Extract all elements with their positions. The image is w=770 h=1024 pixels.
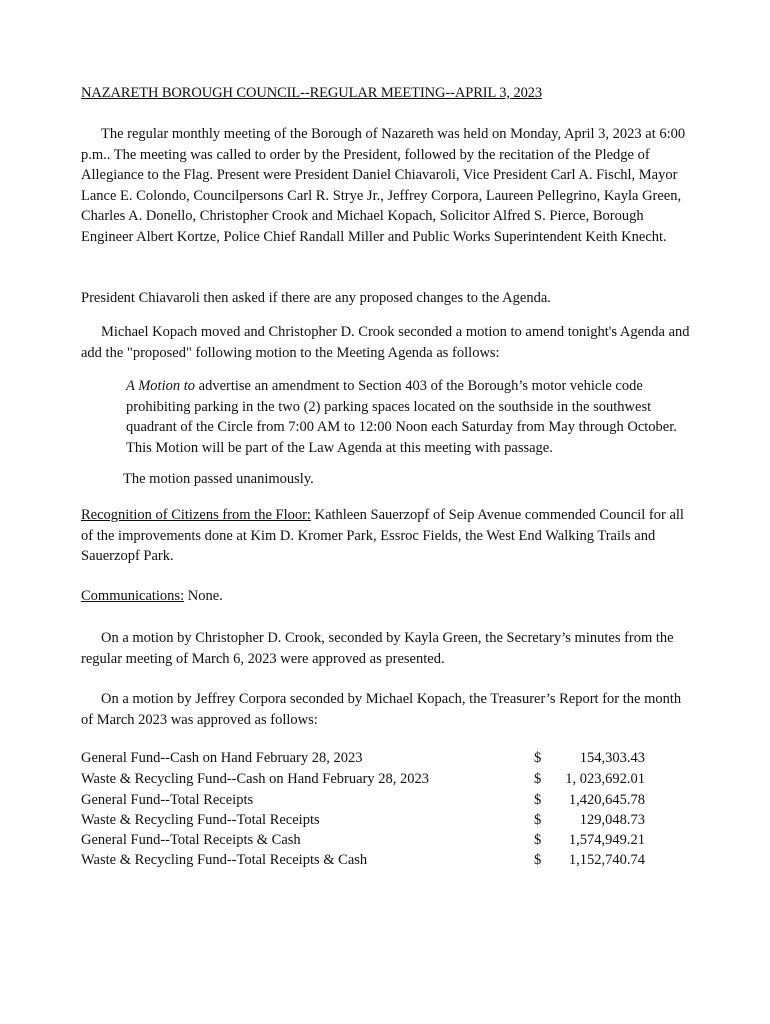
treasurer-paragraph: On a motion by Jeffrey Corpora seconded by Michael Kopach, the Treasurer’s Report for the month of March 2023 was approved as follows:	[81, 691, 682, 728]
row-currency: $	[534, 812, 542, 828]
page-title: NAZARETH BOROUGH COUNCIL--REGULAR MEETING--APRIL 3, 2023	[81, 85, 543, 101]
row-currency: $	[534, 852, 542, 868]
table-row	[81, 832, 645, 852]
row-currency: $	[534, 792, 542, 808]
motion-text: advertise an amendment to Section 403 of the Borough’s motor vehicle code prohibiting parking in the two (2) parking spaces located on the southside in the southwest quadrant of the Circle from 7:00 AM to 12:00 Noon each Saturday from May through October. This Motion will be part of the Law Agenda at this meeting with passage.	[126, 378, 677, 456]
row-label: General Fund--Cash on Hand February 28, 2023	[81, 750, 363, 766]
proposed-motion-block	[126, 376, 686, 458]
motion-result: The motion passed unanimously.	[123, 471, 314, 487]
recognition-heading: Recognition of Citizens from the Floor:	[81, 507, 311, 523]
row-currency: $	[534, 750, 542, 766]
table-row	[81, 852, 645, 872]
recognition-text: Kathleen Sauerzopf of Seip Avenue commended Council for all of the improvements done at Kim D. Kromer Park, Essroc Fields, the West End Walking Trails and Sauerzopf Park.	[81, 507, 684, 564]
amend-motion-paragraph: Michael Kopach moved and Christopher D. Crook seconded a motion to amend tonight's Agenda and add the "proposed" following motion to the Meeting Agenda as follows:	[81, 324, 690, 361]
row-amount: 129,048.73	[579, 812, 645, 828]
row-label: General Fund--Total Receipts & Cash	[81, 832, 301, 848]
row-amount: 1,420,645.78	[568, 792, 645, 808]
communications-text: None.	[184, 588, 223, 604]
motion-lead: A Motion to	[126, 378, 196, 394]
row-amount: 1,152,740.74	[568, 852, 645, 868]
row-currency: $	[534, 771, 542, 787]
row-amount: 1,574,949.21	[568, 832, 645, 848]
row-label: Waste & Recycling Fund--Cash on Hand February 28, 2023	[81, 771, 429, 787]
intro-paragraph: The regular monthly meeting of the Borough of Nazareth was held on Monday, April 3, 2023 at 6:00 p.m.. The meeting was called to order by the President, followed by the recitation of the Pledge of Allegiance to the Flag. Present were President Daniel Chiavaroli, Vice President Carl A. Fischl, Mayor Lance E. Colondo, Councilpersons Carl R. Strye Jr., Jeffrey Corpora, Laureen Pellegrino, Kayla Green, Charles A. Donello, Christopher Crook and Michael Kopach, Solicitor Alfred S. Pierce, Borough Engineer Albert Kortze, Police Chief Randall Miller and Public Works Superintendent Keith Knecht.	[81, 126, 686, 245]
communications-paragraph	[81, 586, 691, 607]
agenda-question-paragraph: President Chiavaroli then asked if there are any proposed changes to the Agenda.	[81, 290, 551, 306]
row-amount: 1, 023,692.01	[565, 771, 645, 787]
row-amount: 154,303.43	[579, 750, 645, 766]
communications-heading: Communications:	[81, 588, 185, 604]
table-row	[81, 771, 645, 791]
row-label: Waste & Recycling Fund--Total Receipts & Cash	[81, 852, 368, 868]
recognition-paragraph	[81, 505, 691, 567]
row-label: General Fund--Total Receipts	[81, 792, 254, 808]
table-row	[81, 812, 645, 832]
table-row	[81, 750, 645, 770]
row-currency: $	[534, 832, 542, 848]
table-row	[81, 792, 645, 812]
row-label: Waste & Recycling Fund--Total Receipts	[81, 812, 320, 828]
minutes-paragraph: On a motion by Christopher D. Crook, seconded by Kayla Green, the Secretary’s minutes from the regular meeting of March 6, 2023 were approved as presented.	[81, 630, 674, 667]
